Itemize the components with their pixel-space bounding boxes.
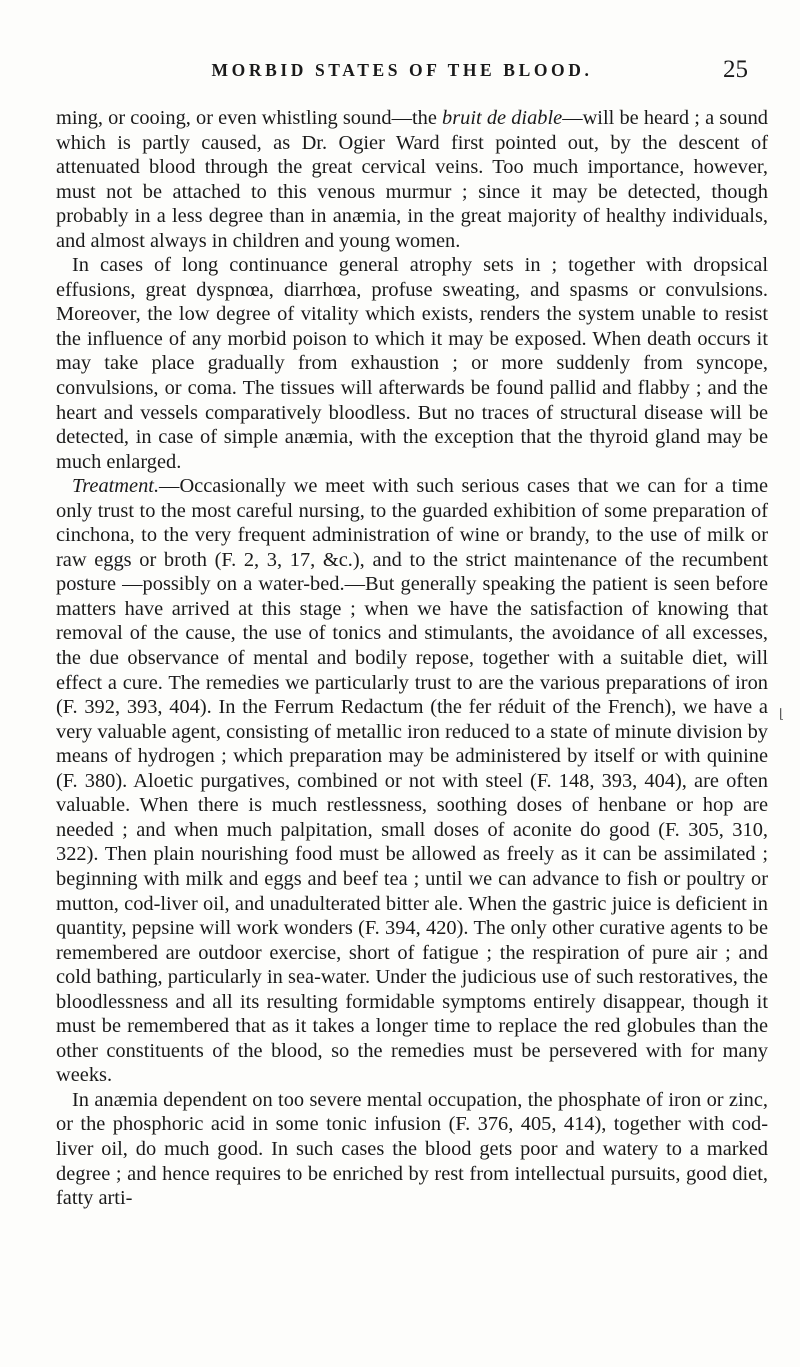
paragraph-treatment: [56, 474, 768, 1088]
running-title: MORBID STATES OF THE BLOOD.: [211, 60, 593, 80]
term-bruit-de-diable: bruit de diable: [442, 107, 563, 129]
body-text: [56, 106, 768, 1211]
paragraph-venous-murmur: [56, 106, 768, 253]
treatment-text: —Occasionally we meet with such serious cases that we can for a time only trust to the most careful nursing, to the guarded exhibition of some preparation of cinchona, to the very frequent administration of wine or brandy, to the use of milk or raw eggs or broth (F. 2, 3, 17, &c.), and to the strict maintenance of the recumbent posture —possibly on a water-bed.—But generally speaking the patient is seen before matters have arrived at this stage ; when we have the satisfaction of knowing that removal of the cause, the use of tonics and stimulants, the avoidance of all excesses, the due observance of mental and bodily repose, together with a suitable diet, will effect a cure. The remedies we particularly trust to are the various preparations of iron (F. 392, 393, 404). In the Ferrum Redactum (the fer réduit of the French), we have a very valuable agent, consisting of metallic iron reduced to a state of minute division by means of hydrogen ; which preparation may be administered by itself or with quinine (F. 380). Aloetic purgatives, combined or not with steel (F. 148, 393, 404), are often valuable. When there is much restlessness, soothing doses of henbane or hop are needed ; and when much palpitation, small doses of aconite do good (F. 305, 310, 322). Then plain nourishing food must be allowed as freely as it can be assimilated ; beginning with milk and eggs and beef tea ; until we can advance to fish or poultry or mutton, cod-liver oil, and unadulterated bitter ale. When the gastric juice is deficient in quantity, pepsine will work wonders (F. 394, 420). The only other curative agents to be remembered are outdoor exercise, short of fatigue ; the respiration of pure air ; and cold bathing, particularly in sea-water. Under the judicious use of such restoratives, the bloodlessness and all its resulting formidable symptoms entirely disappear, though it must be remembered that as it takes a longer time to replace the red globules than the other constituents of the blood, so the remedies must be persevered with for many weeks.: [56, 475, 768, 1087]
paragraph-atrophy: In cases of long continuance general atrophy sets in ; together with dropsical effusions, great dyspnœa, diarrhœa, profuse sweating, and spasms or convulsions. Moreover, the low degree of vitality which exists, renders the system unable to resist the influence of any morbid poison to which it may be exposed. When death occurs it may take place gradually from exhaustion ; or more suddenly from syncope, convulsions, or coma. The tissues will afterwards be found pallid and flabby ; and the heart and vessels comparatively bloodless. But no traces of structural disease will be detected, in case of simple anæmia, with the exception that the thyroid gland may be much enlarged.: [56, 254, 768, 473]
running-head: [56, 58, 748, 88]
paragraph-1-start: ming, or cooing, or even whistling sound—the: [56, 107, 443, 129]
margin-mark: ⌊: [779, 706, 785, 721]
paragraph-mental-occupation: In anæmia dependent on too severe mental occupation, the phosphate of iron or zinc, or the phosphoric acid in some tonic infusion (F. 376, 405, 414), together with cod-liver oil, do much good. In such cases the blood gets poor and watery to a marked degree ; and hence requires to be enriched by rest from intellectual pursuits, good diet, fatty arti-: [56, 1088, 768, 1210]
treatment-heading: Treatment.: [72, 475, 160, 498]
paragraph-1-end: —will be heard ; a sound which is partly caused, as Dr. Ogier Ward first pointed out, by the descent of attenuated blood through the great cervical veins. Too much importance, however, must not be attached to this venous murmur ; since it may be detected, though probably in a less degree than in anæmia, in the great majority of healthy individuals, and almost always in children and young women.: [56, 107, 768, 252]
page-number: 25: [723, 56, 748, 83]
